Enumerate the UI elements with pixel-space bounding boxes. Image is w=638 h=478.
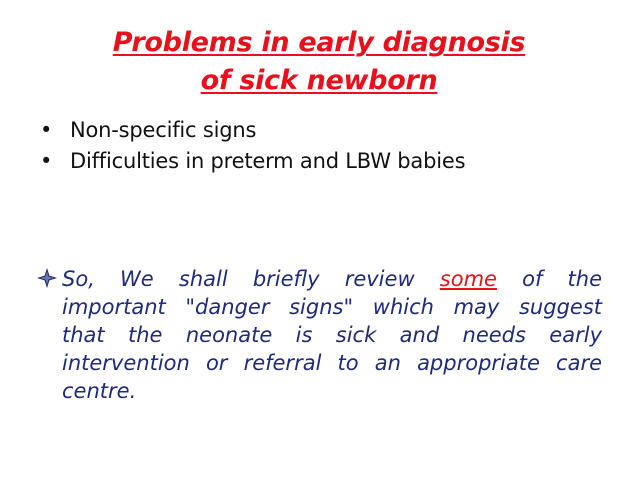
bullet-list [36,116,596,178]
title-line-1: Problems in early diagnosis [112,27,526,58]
review-paragraph [36,265,602,405]
bullet-text: Difficulties in preterm and LBW babies [70,149,466,173]
bullet-text: Non-specific signs [70,118,257,142]
bullet-item [36,147,596,175]
paragraph-line-2: important "danger signs" which may suggest [62,295,602,319]
paragraph-mid: , We shall briefly review [88,267,440,291]
paragraph-lead: So [62,267,89,291]
title-line-2: of sick newborn [200,65,438,96]
slide-title [60,24,578,100]
paragraph-tail: of the [496,267,602,291]
bullet-dot-icon: • [40,149,53,173]
highlighted-word: some [439,267,497,291]
four-point-star-icon [36,267,58,289]
paragraph-line-4: intervention or referral to an appropriate care [62,351,602,375]
paragraph-line-3: that the neonate is sick and needs early [62,323,602,347]
bullet-item [36,116,596,144]
bullet-dot-icon: • [40,118,53,142]
paragraph-line-1 [36,265,602,293]
paragraph-line-5: centre. [62,379,137,403]
